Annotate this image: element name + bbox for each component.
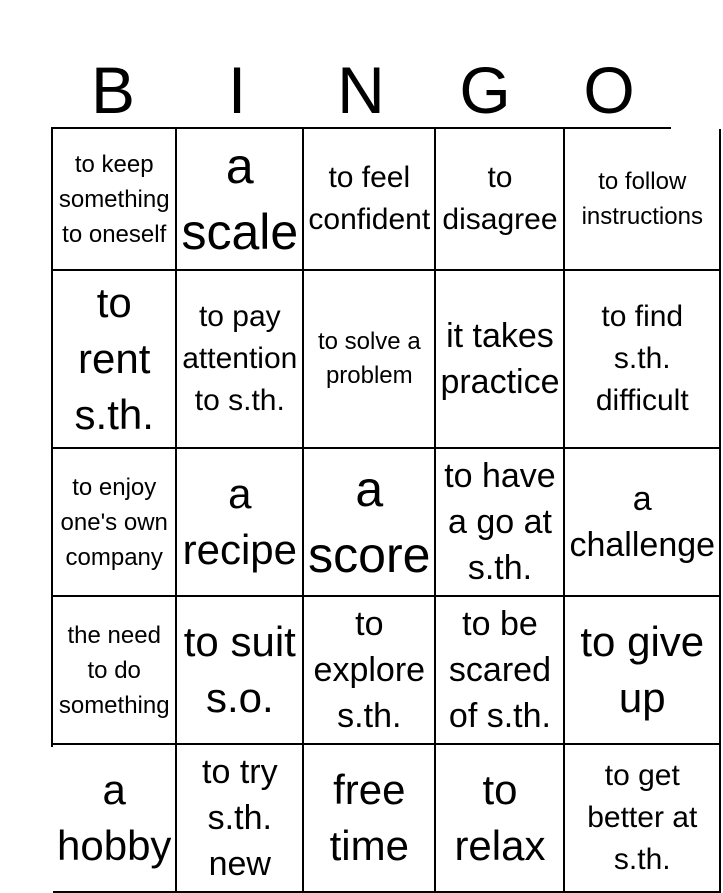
bingo-cell-text: to suit s.o. xyxy=(183,618,296,721)
bingo-cell-r2c4[interactable] xyxy=(436,271,565,449)
bingo-cell-text: to follow instructions xyxy=(581,168,703,230)
bingo-cell-text: to get better at s.th. xyxy=(587,759,698,876)
bingo-cell-r5c3[interactable] xyxy=(304,745,436,893)
bingo-cell-r3c4[interactable] xyxy=(436,449,565,597)
bingo-cell-r1c4[interactable] xyxy=(436,129,565,271)
bingo-cell-r5c2[interactable] xyxy=(177,745,304,893)
bingo-cell-r1c1[interactable] xyxy=(53,129,177,271)
bingo-cell-text: free time xyxy=(329,766,409,869)
bingo-cell-r4c2[interactable] xyxy=(177,597,304,745)
bingo-cell-r1c2[interactable] xyxy=(177,129,304,271)
bingo-cell-text: to rent s.th. xyxy=(74,279,154,438)
header-letter-g: G xyxy=(459,53,511,127)
bingo-cell-text: to have a go at s.th. xyxy=(444,457,556,587)
bingo-cell-r1c3[interactable] xyxy=(304,129,436,271)
bingo-cell-r3c2[interactable] xyxy=(177,449,304,597)
bingo-cell-text: the need to do something xyxy=(58,621,170,719)
bingo-cell-r4c3[interactable] xyxy=(304,597,436,745)
bingo-cell-r3c3[interactable] xyxy=(304,449,436,597)
bingo-cell-text: it takes practice xyxy=(440,317,560,401)
bingo-cell-text: to try s.th. new xyxy=(202,753,278,883)
header-letter-b: B xyxy=(90,53,136,127)
bingo-cell-r2c5[interactable] xyxy=(565,271,721,449)
bingo-cell-r5c4[interactable] xyxy=(436,745,565,893)
header-letter-o: O xyxy=(583,53,635,127)
header-letter-n: N xyxy=(337,53,385,127)
bingo-cell-r1c5[interactable] xyxy=(565,129,721,271)
bingo-cell-r4c1[interactable] xyxy=(53,597,177,745)
bingo-header xyxy=(51,52,671,128)
bingo-cell-text: to disagree xyxy=(442,161,558,236)
bingo-board xyxy=(51,127,716,883)
header-letter-i: I xyxy=(227,53,247,127)
bingo-cell-text: to explore s.th. xyxy=(313,605,426,735)
bingo-cell-text: to give up xyxy=(580,618,705,721)
bingo-cell-text: to enjoy one's own company xyxy=(60,473,168,571)
bingo-cell-r5c5[interactable] xyxy=(565,745,721,893)
bingo-cell-text: a recipe xyxy=(182,470,297,573)
bingo-cell-text: a hobby xyxy=(57,766,172,869)
bingo-cell-text: to be scared of s.th. xyxy=(448,605,551,735)
bingo-cell-text: to keep something to oneself xyxy=(58,150,170,248)
bingo-cell-text: a score xyxy=(308,461,431,583)
bingo-cell-text: to find s.th. difficult xyxy=(595,300,689,417)
bingo-cell-r3c1[interactable] xyxy=(53,449,177,597)
bingo-cell-text: to solve a problem xyxy=(317,328,421,389)
bingo-cell-r2c3[interactable] xyxy=(304,271,436,449)
bingo-cell-text: to pay attention to s.th. xyxy=(182,300,298,417)
bingo-cell-r2c1[interactable] xyxy=(53,271,177,449)
bingo-cell-text: a challenge xyxy=(569,480,716,564)
bingo-cell-r3c5[interactable] xyxy=(565,449,721,597)
bingo-cell-text: to relax xyxy=(454,766,546,869)
bingo-cell-r5c1[interactable] xyxy=(53,745,177,893)
bingo-cell-text: a scale xyxy=(181,138,299,260)
bingo-cell-r4c5[interactable] xyxy=(565,597,721,745)
bingo-cell-text: to feel confident xyxy=(308,161,431,236)
bingo-cell-r4c4[interactable] xyxy=(436,597,565,745)
bingo-cell-r2c2[interactable] xyxy=(177,271,304,449)
